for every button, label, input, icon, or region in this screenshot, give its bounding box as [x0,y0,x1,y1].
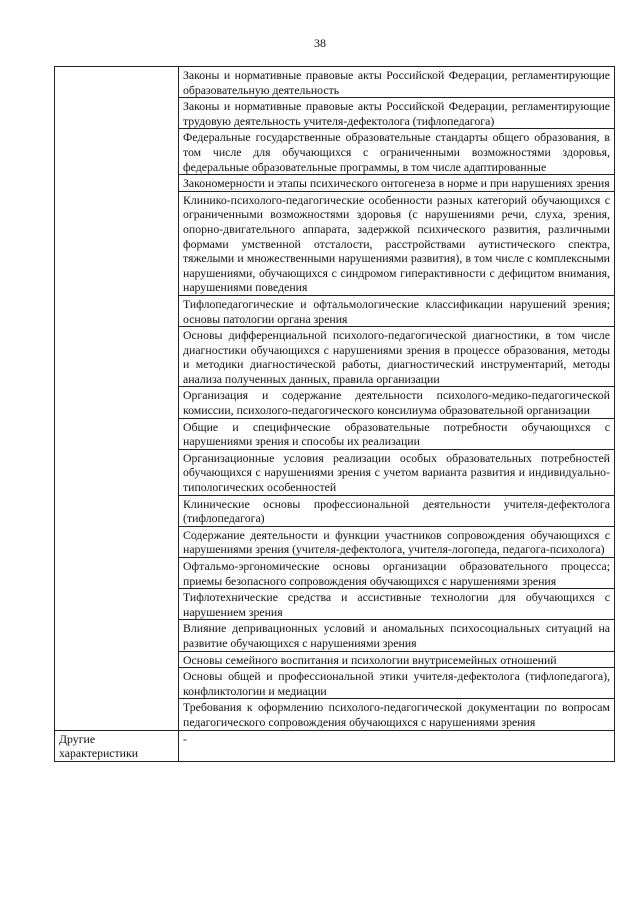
knowledge-item: Организационные условия реализации особых образовательных потребностей обучающихся с нарушениями зрения с учетом варианта развития и индивидуально-типологических особенностей [179,449,615,495]
knowledge-row [55,67,615,98]
knowledge-item: Клинико-психолого-педагогические особенности разных категорий обучающихся с ограниченными возможностями здоровья (с нарушениями речи, слуха, зрения, опорно-двигательного аппарата, задержкой психического развития, различными формами умственной отсталости, расстройствами аутистического спектра, тяжелыми и множественными нарушениями развития), в том числе с комплексными нарушениями, обучающихся с синдромом гиперактивности с дефицитом внимания, нарушениями поведения [179,191,615,295]
knowledge-table [54,66,615,762]
knowledge-item: Влияние депривационных условий и аномальных психосоциальных ситуаций на развитие обучающихся с нарушениями зрения [179,620,615,651]
knowledge-item: Тифлотехнические средства и ассистивные технологии для обучающихся с нарушением зрения [179,589,615,620]
knowledge-item: Основы семейного воспитания и психологии внутрисемейных отношений [179,651,615,668]
knowledge-item: Законы и нормативные правовые акты Российской Федерации, регламентирующие трудовую деятельность учителя-дефектолога (тифлопедагога) [179,98,615,129]
knowledge-item: Тифлопедагогические и офтальмологические классификации нарушений зрения; основы патологии органа зрения [179,295,615,326]
knowledge-item: Содержание деятельности и функции участников сопровождения обучающихся с нарушениями зрения (учителя-дефектолога, учителя-логопеда, педагога-психолога) [179,526,615,557]
knowledge-item: Основы общей и профессиональной этики учителя-дефектолога (тифлопедагога), конфликтологии и медиации [179,668,615,699]
page-number: 38 [314,36,326,50]
knowledge-item: Закономерности и этапы психического онтогенеза в норме и при нарушениях зрения [179,175,615,192]
knowledge-item: Требования к оформлению психолого-педагогической документации по вопросам педагогического сопровождения обучающихся с нарушениями зрения [179,699,615,730]
knowledge-item: Клинические основы профессиональной деятельности учителя-дефектолога (тифлопедагога) [179,495,615,526]
other-characteristics-row [55,730,615,761]
knowledge-item: Федеральные государственные образовательные стандарты общего образования, в том числе для обучающихся с ограниченными возможностями здоровья, федеральные образовательные программы, в том числе адаптированные [179,129,615,175]
other-characteristics-value: - [179,730,615,761]
knowledge-item: Офтальмо-эргономические основы организации образовательного процесса; приемы безопасного сопровождения обучающихся с нарушениями зрения [179,558,615,589]
knowledge-item: Организация и содержание деятельности психолого-медико-педагогической комиссии, психолого-педагогического консилиума образовательной организации [179,387,615,418]
other-characteristics-label: Другие характеристики [55,730,179,761]
knowledge-item: Общие и специфические образовательные потребности обучающихся с нарушениями зрения и способы их реализации [179,418,615,449]
section-label-cell [55,67,179,731]
knowledge-item: Законы и нормативные правовые акты Российской Федерации, регламентирующие образовательную деятельность [179,67,615,98]
knowledge-item: Основы дифференциальной психолого-педагогической диагностики, в том числе диагностики обучающихся с нарушениями зрения в процессе образования, методы и методики диагностической работы, диагностический инструментарий, методы анализа полученных данных, правила организации [179,327,615,387]
